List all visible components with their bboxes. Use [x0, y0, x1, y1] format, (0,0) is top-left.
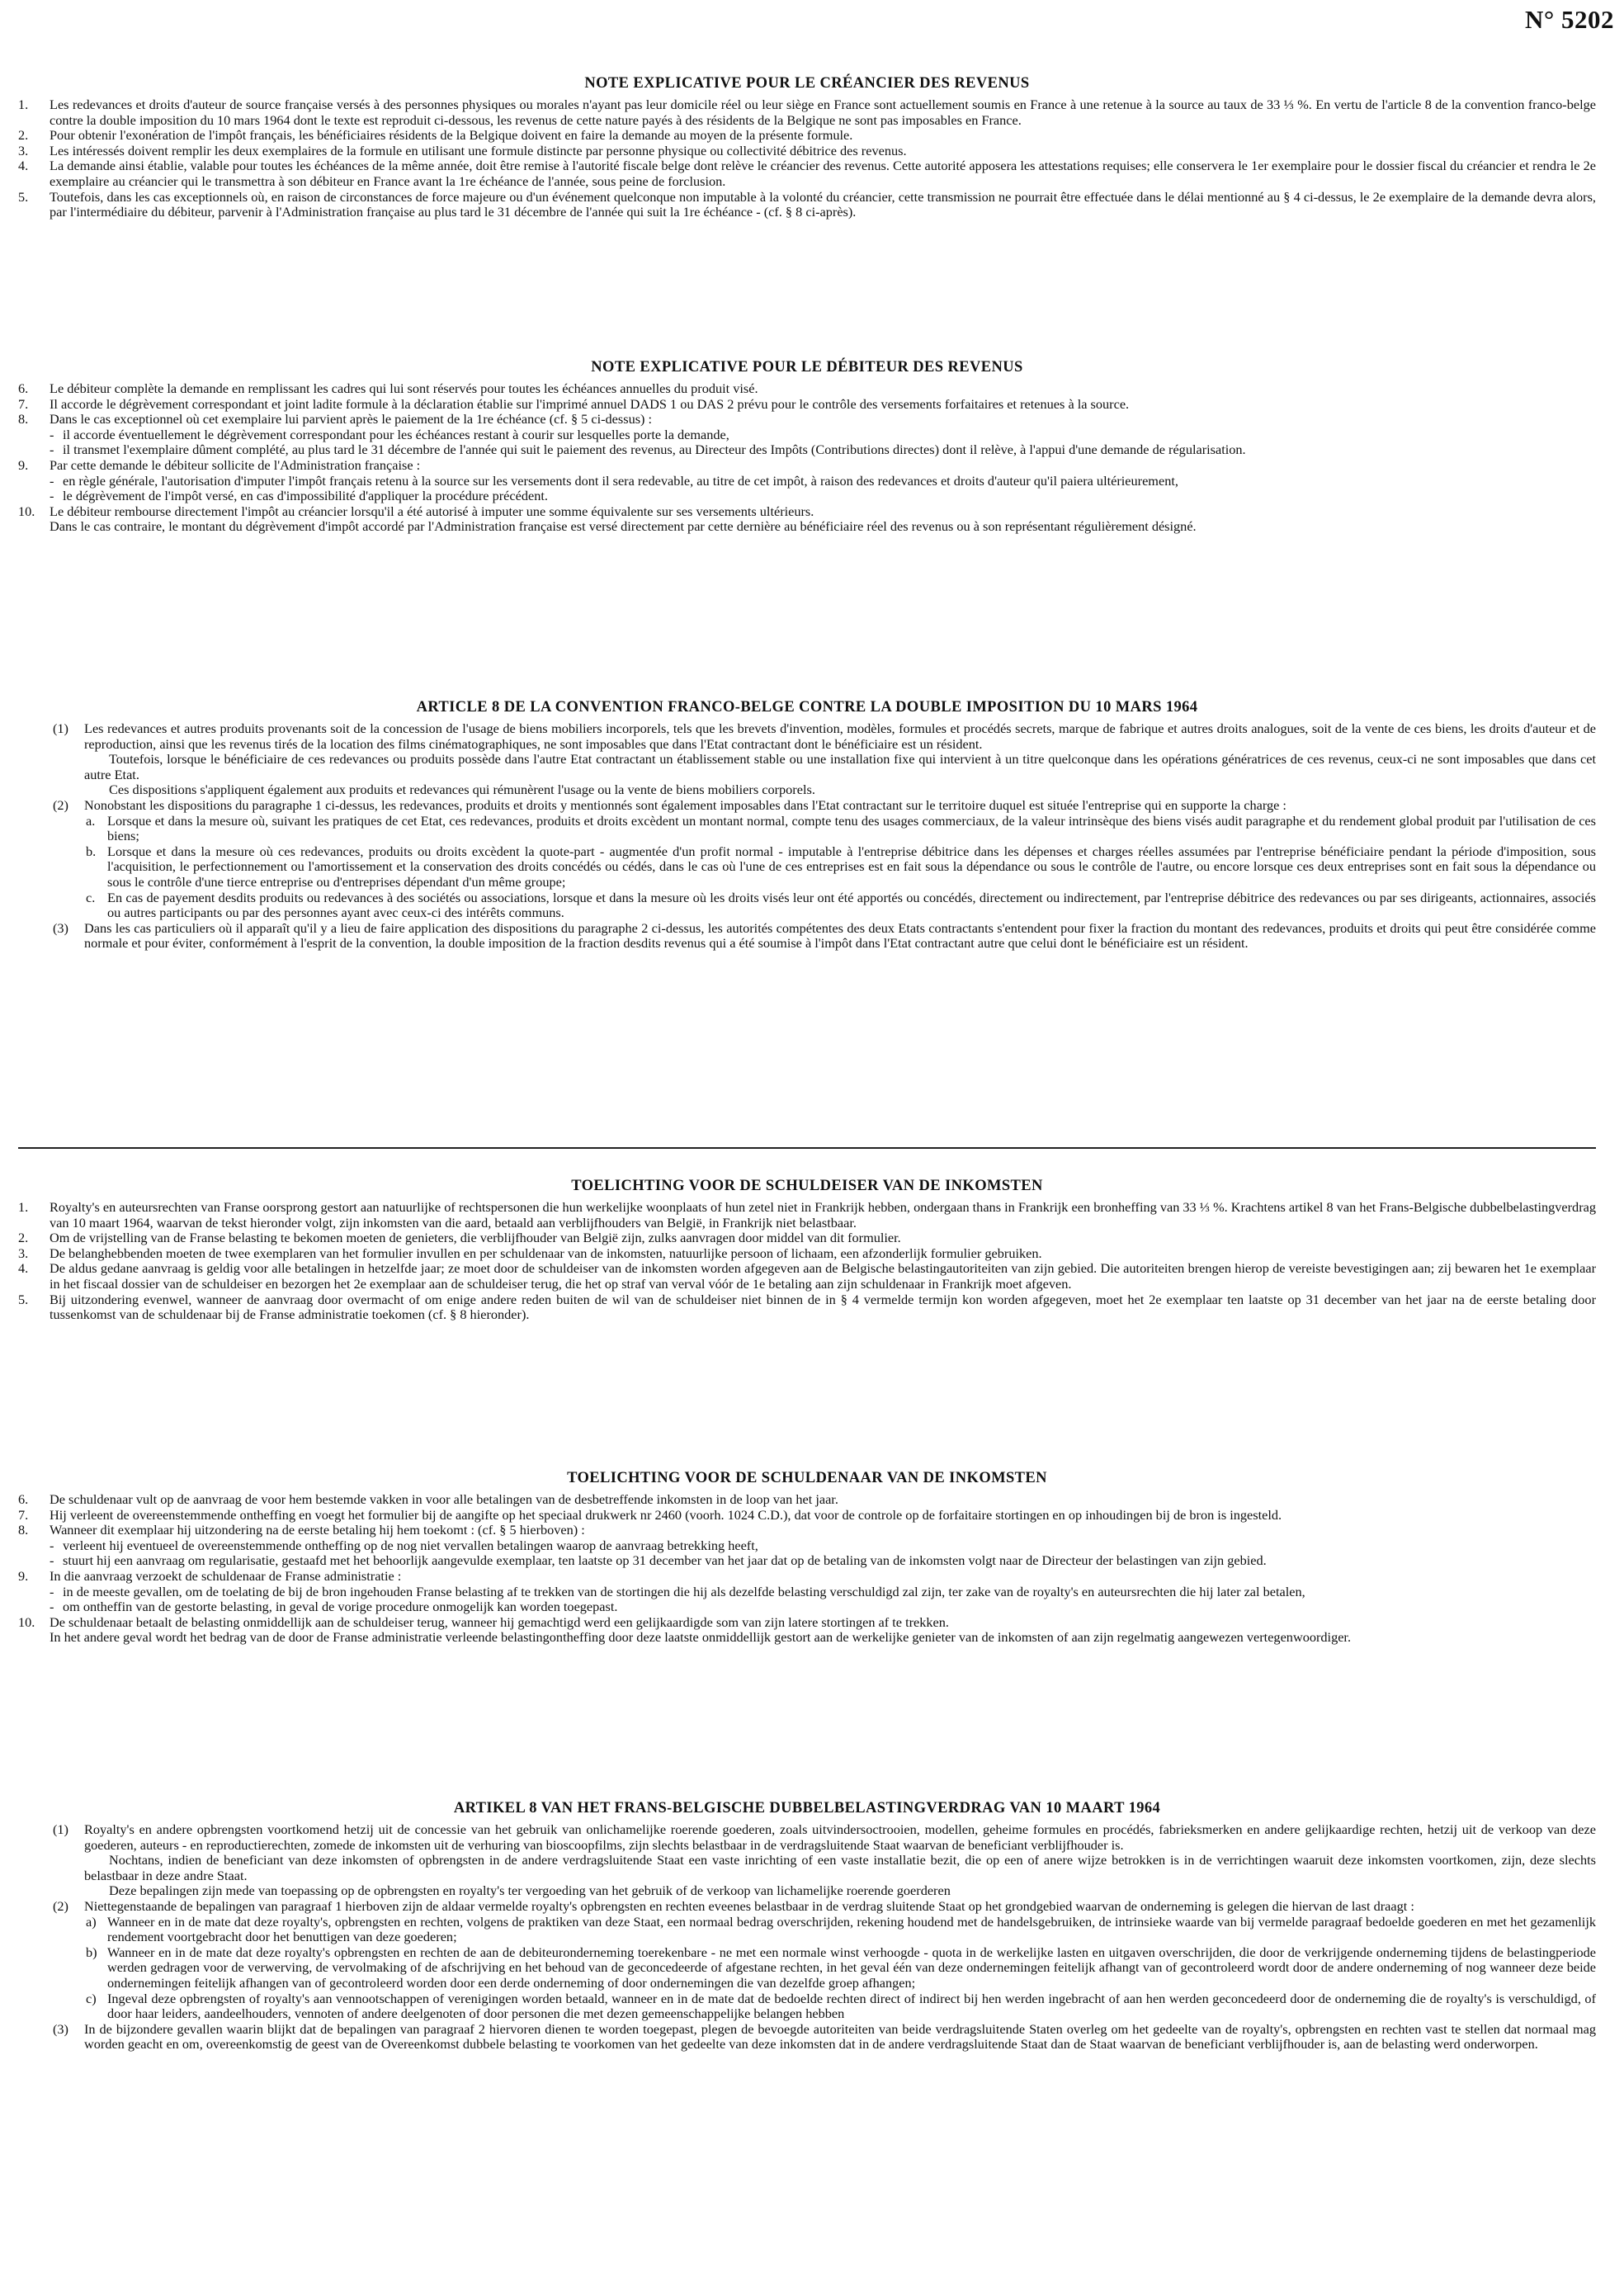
fr-article-para-1b: Toutefois, lorsque le bénéficiaire de ces redevances ou produits possède dans l'autre Etat contractant un établissement stable ou une installation fixe qui intervient à un titre quelconque dans les opérations génératrices de ces revenus, ceux-ci ne sont imposables que dans cet autre Etat.	[84, 751, 1596, 782]
fr-debtor-note	[18, 358, 1596, 535]
nl-debtor-note	[18, 1469, 1596, 1646]
fr-debtor-item-10-cont: Dans le cas contraire, le montant du dégrèvement d'impôt accordé par l'Administration française est versé directement par cette dernière au bénéficiaire réel des revenus ou à son représentant régulièrement désigné.	[50, 518, 1197, 535]
fr-article-heading: ARTICLE 8 DE LA CONVENTION FRANCO-BELGE CONTRE LA DOUBLE IMPOSITION DU 10 MARS 1964	[416, 699, 1198, 716]
nl-debtor-item-8: 8. Wanneer dit exemplaar hij uitzondering na de eerste betaling hij hem toekomt : (cf. § 5 hierboven) :	[18, 1522, 585, 1538]
nl-debtor-item-10-cont: In het andere geval wordt het bedrag van de door de Franse administratie verleende belastingontheffing door deze laatste onmiddellijk gestort aan de werkelijke genieter van de inkomsten of aan zijn regelmatig aangewezen vertegenwoordiger.	[50, 1629, 1352, 1646]
nl-article-para-2b: b) Wanneer en in de mate dat deze royalty's opbrengsten en rechten de aan de debiteuronderneming toerekenbare - ne met een normale winst verhoogde - quota in de werkelijke lasten en uitgaven overschrijden, die door de verkrijgende onderneming tijdens de belastingperiode werden gedragen voor de verwerving, de vervolmaking of de afschrijving en het behoud van de geconcedeerde of afgestane rechten, in het geval één van deze ondernemingen feitelijk afhangt van of gecontroleerd wordt door de andere onderneming of nog wanneer deze beide ondernemingen feitelijk afhangen van of gecontroleerd worden door een derde onderneming of door ondernemingen die van dezelfde groep afhangen;	[86, 1944, 1596, 1991]
nl-creditor-item-2: 2. Om de vrijstelling van de Franse belasting te bekomen moeten de genieters, die verblijfhouder van België zijn, zulks aanvragen door middel van dit formulier.	[18, 1230, 901, 1246]
fr-article-para-1: (1) Les redevances et autres produits provenants soit de la concession de l'usage de biens mobiliers incorporels, tels que les brevets d'invention, modèles, formules et procédés secrets, marque de fabrique et autres droits analogues, soit de la vente de ces biens, les droits d'auteur et de reproduction, ainsi que les revenus tirés de la location des films cinématographiques, ne sont imposables que dans l'Etat contractant dont le bénéficiaire est un résident.	[53, 720, 1596, 752]
nl-debtor-heading: TOELICHTING VOOR DE SCHULDENAAR VAN DE INKOMSTEN	[567, 1470, 1047, 1486]
nl-article-8	[18, 1799, 1596, 2053]
fr-creditor-heading: NOTE EXPLICATIVE POUR LE CRÉANCIER DES REVENUS	[584, 75, 1030, 92]
fr-debtor-item-8a: - il accorde éventuellement le dégrèvement correspondant pour les échéances restant à courir sur lesquelles porte la demande,	[50, 426, 729, 442]
fr-creditor-item-1: 1. Les redevances et droits d'auteur de source française versés à des personnes physiques ou morales n'ayant pas leur domicile réel ou leur siège en France sont actuellement soumis en France à une retenue à la source au taux de 33 ⅓ %. En vertu de l'article 8 de la convention franco-belge contre la double imposition du 10 mars 1964 dont le texte est reproduit ci-dessous, les revenus de cette nature payés à des résidents de la Belgique ne sont pas imposables en France.	[18, 97, 1596, 128]
nl-article-para-2c: c) Ingeval deze opbrengsten of royalty's aan vennootschappen of verenigingen worden betaald, wanneer en in de mate dat de bedoelde rechten direct of indirect bij hen werden ingebracht of aan hen werden geconcedeerd door de onderneming die de royalty's is verschuldigd, of door haar leiders, aandeelhouders, vennoten of andere deelgenoten of door personen die met dezen gemeenschappelijke belangen hebben	[86, 1990, 1596, 2022]
fr-debtor-item-10: 10. Le débiteur rembourse directement l'impôt au créancier lorsqu'il a été autorisé à imputer une somme équivalente sur ses versements ultérieurs.	[18, 503, 814, 519]
fr-creditor-note	[18, 74, 1596, 220]
fr-debtor-item-7: 7. Il accorde le dégrèvement correspondant et joint ladite formule à la déclaration établie sur l'imprimé annuel DADS 1 ou DAS 2 prévu pour le contrôle des versements forfaitaires et retenues à la source.	[18, 395, 1130, 412]
nl-debtor-item-7: 7. Hij verleent de overeenstemmende ontheffing en voegt het formulier bij de aangifte op het speciaal drukwerk nr 2460 (voorh. 1024 C.D.), dat voor de controle op de forfaitaire stortingen en op inhoudingen bij de bron is ingesteld.	[18, 1506, 1282, 1523]
nl-debtor-item-6: 6. De schuldenaar vult op de aanvraag de voor hem bestemde vakken in voor alle betalingen van de desbetreffende inkomsten in de loop van het jaar.	[18, 1491, 838, 1507]
language-divider	[18, 1147, 1596, 1149]
fr-debtor-item-6: 6. Le débiteur complète la demande en remplissant les cadres qui lui sont réservés pour toutes les échéances annuelles du produit visé.	[18, 380, 758, 396]
fr-article-para-1c: Ces dispositions s'appliquent également aux produits et redevances qui rémunèrent l'usage ou la vente de biens mobiliers corporels.	[109, 782, 815, 798]
fr-debtor-item-8: 8. Dans le cas exceptionnel où cet exemplaire lui parvient après le paiement de la 1re échéance (cf. § 5 ci-dessus) :	[18, 411, 653, 428]
fr-creditor-item-3: 3. Les intéressés doivent remplir les deux exemplaires de la formule en utilisant une formule distincte par personne physique ou collectivité débitrice des revenus.	[18, 142, 907, 158]
nl-debtor-item-10: 10. De schuldenaar betaalt de belasting onmiddellijk aan de schuldeiser terug, wanneer hij gemachtigd werd een gelijkaardigde som van zijn latere stortingen af te trekken.	[18, 1613, 949, 1630]
nl-debtor-item-8a: - verleent hij eventueel de overeenstemmende ontheffing op de nog niet vervallen betalingen waarop de aanvraag betrekking heeft,	[50, 1537, 758, 1553]
fr-debtor-item-9: 9. Par cette demande le débiteur sollicite de l'Administration française :	[18, 456, 421, 473]
fr-debtor-item-8b: - il transmet l'exemplaire dûment complété, au plus tard le 31 décembre de l'année qui suit le paiement des revenus, au Directeur des Impôts (Contributions directes) dont il relève, à l'appui d'une demande de régularisation.	[50, 442, 1246, 458]
nl-creditor-item-4: 4. De aldus gedane aanvraag is geldig voor alle betalingen in hetzelfde jaar; ze moet door de schuldeiser van de inkomsten worden afgegeven aan de Belgische belastingautoriteiten van zijn gebied. Die autoriteiten brengen hierop de vereiste bevestigingen aan; zij bewaren het 1e exemplaar in het fiscaal dossier van de schuldeiser en bezorgen het 2e exemplaar aan de schuldeiser terug, die het op straf van verval vóór de 1e betaling aan zijn schuldenaar in Frankrijk moet afgeven.	[18, 1260, 1596, 1292]
nl-debtor-item-8b: - stuurt hij een aanvraag om regularisatie, gestaafd met het behoorlijk aangevulde exemplaar, ten laatste op 31 december van het jaar dat op de betaling van de inkomsten volgt naar de Directeur der belastingen van zijn gebied.	[50, 1552, 1267, 1569]
nl-debtor-item-9b: - om ontheffin van de gestorte belasting, in geval de vorige procedure onmogelijk kan worden toegepast.	[50, 1599, 618, 1615]
nl-article-para-3: (3) In de bijzondere gevallen waarin blijkt dat de bepalingen van paragraaf 2 hiervoren dienen te worden toegepast, plegen de bevoegde autoriteiten van beide verdragsluitende Staten overleg om het gedeelte van de royalty's, opbrengsten en rechten vast te stellen dat normaal mag worden geacht en om, overeenkomstig de geest van de Overeenkomst dubbele belasting te voorkomen van het gedeelte van deze inkomsten dat in de andere verdragsluitende Staat dan de Staat waarvan de beneficiant verblijfhouder is, aan de belasting werd onderworpen.	[53, 2020, 1596, 2053]
fr-article-para-3: (3) Dans les cas particuliers où il apparaît qu'il y a lieu de faire application des dispositions du paragraphe 2 ci-dessus, les autorités compétentes des deux Etats contractants s'entendent pour fixer la fraction du montant des redevances, produits et droits qui peut être considérée comme normale et pour éviter, conformément à l'esprit de la convention, la double imposition de la fraction desdits revenus qui a été soumise à l'impôt dans l'Etat contractant autre que celui dont le bénéficiaire est un résident.	[53, 919, 1596, 952]
fr-debtor-heading: NOTE EXPLICATIVE POUR LE DÉBITEUR DES REVENUS	[591, 359, 1023, 376]
nl-article-para-1b: Nochtans, indien de beneficiant van deze inkomsten of opbrengsten in de andere verdragsluitende Staat een vaste inrichting of een vaste installatie bezit, die op een of anere wijze betrokken is in de verrichtingen waaruit deze inkomsten voortkomen, zijn, deze slechts belastbaar in deze andre Staat.	[84, 1852, 1596, 1883]
nl-article-heading: ARTIKEL 8 VAN HET FRANS-BELGISCHE DUBBELBELASTINGVERDRAG VAN 10 MAART 1964	[453, 1800, 1161, 1816]
nl-debtor-item-9: 9. In die aanvraag verzoekt de schuldenaar de Franse administratie :	[18, 1567, 402, 1584]
fr-creditor-item-4: 4. La demande ainsi établie, valable pour toutes les échéances de la même année, doit être remise à l'autorité fiscale belge dont relève le créancier des revenus. Cette autorité apposera les attestations requises; elle conservera le 1er exemplaire pour le dossier fiscal du créancier et rendra le 2e exemplaire au créancier qui le transmettra à son débiteur en France avant la 1re échéance de l'année, sous peine de forclusion.	[18, 158, 1596, 189]
nl-creditor-item-3: 3. De belanghebbenden moeten de twee exemplaren van het formulier invullen en per schuldenaar van de inkomsten, natuurlijke persoon of lichaam, een afzonderlijk formulier gebruiken.	[18, 1245, 1042, 1261]
fr-article-para-2b: b. Lorsque et dans la mesure où ces redevances, produits ou droits excèdent la quote-part - augmentée d'un profit normal - imputable à l'entreprise débitrice dans les dépenses et charges réelles assumées par l'entreprise bénéficiaire pendant la période d'imposition, sous l'acquisition, le perfectionnement ou l'amortissement et la conservation des droits concédés ou cédés, dans le cas où l'une de ces entreprises est en fait sous la dépendance ou sous le contrôle de l'autre, ou encore lorsque ces deux entreprises sont en fait sous la dépendance ou sous le contrôle d'une tierce entreprise ou d'entreprises dépendant d'un même groupe;	[86, 843, 1596, 890]
fr-creditor-item-2: 2. Pour obtenir l'exonération de l'impôt français, les bénéficiaires résidents de la Belgique doivent en faire la demande au moyen de la présente formule.	[18, 127, 853, 144]
nl-creditor-item-1: 1. Royalty's en auteursrechten van Franse oorsprong gestort aan natuurlijke of rechtspersonen die hun werkelijke woonplaats of hun zetel niet in Frankrijk hebben, ondergaan thans in Frankrijk een bronheffing van 33 ⅓ %. Krachtens artikel 8 van het Frans-Belgische dubbelbelastingverdrag van 10 maart 1964, waarvan de tekst hieronder volgt, zijn inkomsten van die aard, betaald aan verblijfhouders van België, in Frankrijk niet belastbaar.	[18, 1199, 1596, 1231]
nl-debtor-item-9a: - in de meeste gevallen, om de toelating de bij de bron ingehouden Franse belasting af te trekken van de stortingen die hij als dezelfde belasting verschuldigd zal zijn, ter zake van de royalty's en auteursrechten die hij later zal betalen,	[50, 1583, 1305, 1599]
fr-debtor-item-9a: - en règle générale, l'autorisation d'imputer l'impôt français retenu à la source sur les versements dont il sera redevable, au titre de cet impôt, à raison des redevances et droits d'auteur qu'il paiera ultérieurement,	[50, 472, 1178, 489]
nl-creditor-note	[18, 1177, 1596, 1323]
nl-article-para-2: (2) Niettegenstaande de bepalingen van paragraaf 1 hierboven zijn de aldaar vermelde royalty's opbrengsten en rechten eveenes belastbaar in de verdrag sluitende Staat op het grondgebied waarvan de onderneming is gelegen die hiervan de last draagt :	[53, 1897, 1414, 1914]
nl-article-para-1c: Deze bepalingen zijn mede van toepassing op de opbrengsten en royalty's ter vergoeding van het gebruik of de verkoop van lichamelijke roerende goerderen	[109, 1883, 951, 1899]
fr-creditor-item-5: 5. Toutefois, dans les cas exceptionnels où, en raison de circonstances de force majeure ou d'un événement quelconque non imputable à la volonté du créancier, cette transmission ne pourrait être effectuée dans le délai mentionné au § 4 ci-dessus, le 2e exemplaire de la demande devra alors, par l'intermédiaire du débiteur, parvenir à l'Administration française au plus tard le 31 décembre de l'année qui suit la 1re échéance - (cf. § 8 ci-après).	[18, 188, 1596, 220]
fr-article-para-2: (2) Nonobstant les dispositions du paragraphe 1 ci-dessus, les redevances, produits et droits y mentionnés sont également imposables dans l'Etat contractant sur le territoire duquel est située l'entreprise qui en supporte la charge :	[53, 796, 1286, 813]
fr-debtor-item-9b: - le dégrèvement de l'impôt versé, en cas d'impossibilité d'appliquer la procédure précédent.	[50, 488, 548, 504]
nl-article-para-2a: a) Wanneer en in de mate dat deze royalty's, opbrengsten en rechten, volgens de praktiken van deze Staat, een normaal bedrag overschrijden, rekening houdend met de handelsgebruiken, de intrinsieke waarde van bij vermelde paragraaf bedoelde goederen en met het gezamenlijk rendement voortgebracht door het benuttigen van deze goederen;	[86, 1913, 1596, 1945]
fr-article-para-2a: a. Lorsque et dans la mesure où, suivant les pratiques de cet Etat, ces redevances, produits et droits excèdent un montant normal, compte tenu des usages commerciaux, de la valeur intrinsèque des biens visés audit paragraphe et du rendement global produit par l'utilisation de ces biens;	[86, 812, 1596, 844]
form-number: N° 5202	[1524, 5, 1614, 34]
nl-article-para-1: (1) Royalty's en andere opbrengsten voortkomend hetzij uit de concessie van het gebruik van onlichamelijke roerende goederen, zoals uitvindersoctrooien, modellen, geheime formules en procédés, fabrieksmerken en andere gelijkaardige rechten, hetzij uit de verkoop van deze goederen, auteurs - en reproductierechten, zomede de inkomsten uit de verhuring van bioscoopfilms, zijn slechts belastbaar in de verdragsluitende Staat waarvan de beneficiant verblijfhouder is.	[53, 1821, 1596, 1853]
nl-creditor-item-5: 5. Bij uitzondering evenwel, wanneer de aanvraag door overmacht of om enige andere reden buiten de wil van de schuldeiser niet binnen de in § 4 vermelde termijn kon worden afgegeven, moet het 2e exemplaar ten laatste op 31 december van het jaar na de eerste betaling door tussenkomst van de schuldenaar bij de Franse administratie toekomen (cf. § 8 hieronder).	[18, 1291, 1596, 1323]
fr-article-para-2c: c. En cas de payement desdits produits ou redevances à des sociétés ou associations, lorsque et dans la mesure où les droits visés leur ont été apportés ou concédés, directement ou indirectement, par l'entreprise débitrice des redevances ou par ses dirigeants, actionnaires, associés ou autres participants ou par des personnes ayant avec ceux-ci des intérêts communs.	[86, 889, 1596, 921]
fr-article-8	[18, 698, 1596, 952]
nl-creditor-heading: TOELICHTING VOOR DE SCHULDEISER VAN DE INKOMSTEN	[571, 1178, 1043, 1194]
